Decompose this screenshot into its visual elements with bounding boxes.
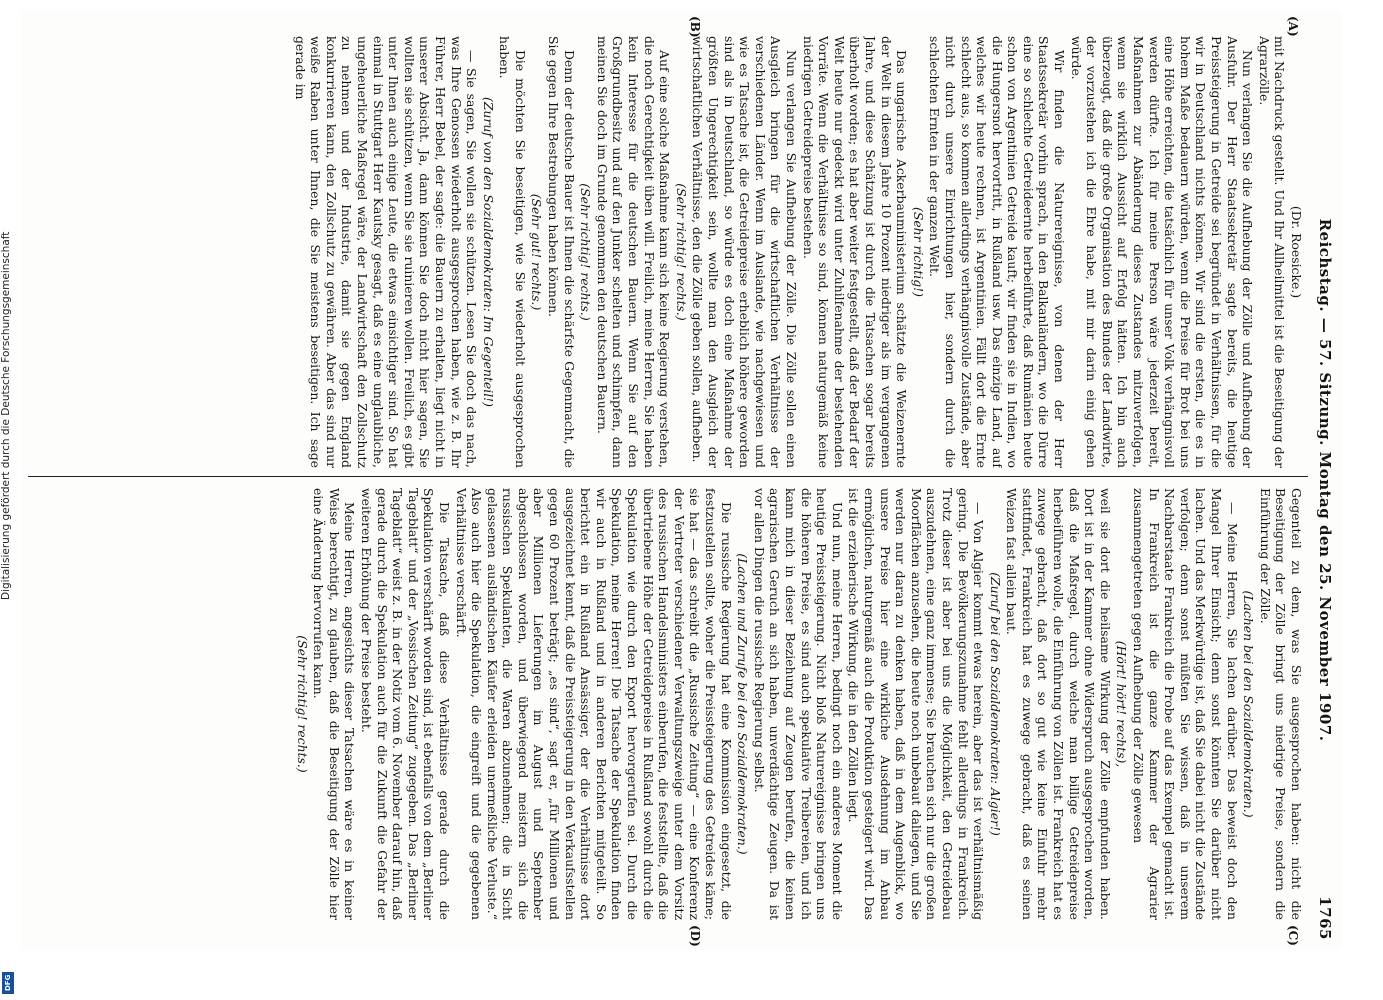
- right-text-column: [28, 488, 1304, 920]
- speaker-name: (Dr. Roesicke.): [1289, 205, 1304, 299]
- paragraph: weil sie dort die heilsame Wirkung der Zölle empfunden haben. Dort ist in der Kammer ohne Widerspruch ausgesprochen worden, daß die Maßregel, durch welche man billige Getreidepreise herbeiführen wolle, die Einführung von Zöllen ist. Frankreich hat es zuwege gebracht, daß dort so gut wie keine Einfuhr mehr stattfindet, Frankreich hat es zuwege gebracht, daß es seinen Weizen fast allein baut.: [1004, 488, 1113, 920]
- interjection: (Sehr richtig! rechts.): [673, 183, 689, 321]
- paragraph: Meine Herren, angesichts dieser Tatsachen wäre es in keiner Weise berechtigt, zu glauben, daß die Beseitigung der Zölle hier eine Änderung hervorrufen kann.: [311, 488, 358, 920]
- interjection: (Sehr richtig!): [910, 207, 926, 297]
- margin-marker-a: (A): [1286, 16, 1300, 37]
- paragraph: — Sie sagen, Sie wollen sie schützen. Lesen Sie doch das nach, was Ihre Genossen wiederholt ausgesprochen haben, wie z. B. Ihr Führer, Herr Bebel, der sagte: die Bauern zu erhalten, liegt nicht in unserer Absicht. Ja, dann können Sie doch nicht hier sagen, Sie wollten sie schützen, wenn Sie sie ruinieren wollen. Freilich, es gibt unter Ihnen auch einige Leute, die etwas einsichtiger sind. So hat einmal in Stuttgart Herr Kautsky gesagt, daß es eine unglaubliche, ungeheuerliche Maßregel wäre, der Landwirtschaft den Zollschutz zu nehmen und der Industrie, damit sie gegen England konkurrieren kann, den Zollschutz zu gewähren. Aber das sind nur weiße Raben unter Ihnen, die Sie meistens beseitigen. Ich sage gerade im: [292, 36, 480, 468]
- interjection: (Sehr richtig! rechts.): [294, 635, 310, 773]
- paragraph: — Meine Herren, Sie lachen darüber. Das beweist doch den Mangel Ihrer Einsicht; denn sonst könnten Sie darüber nicht lachen. Und das Merkwürdige ist, daß Sie dabei nicht die Zustände verfolgen; denn sonst müßten Sie wissen, daß in unserem Nachbarstaate Frankreich die Probe auf das Exempel gemacht ist. In Frankreich ist die ganze Kammer der Agrarier zusammengetreten gegen Aufhebung der Zölle gewesen: [1131, 488, 1240, 920]
- page-header: [1312, 20, 1334, 940]
- interjection: (Lachen und Zurufe bei den Sozialdemokraten.): [735, 553, 751, 855]
- left-text-column: [28, 36, 1304, 468]
- document-page: [22, 10, 1342, 950]
- interjection: (Sehr gut! rechts.): [529, 193, 545, 311]
- dfg-logo: DFG: [2, 972, 14, 994]
- page-title: Reichstag. — 57. Sitzung. Montag den 25. November 1907.: [1316, 218, 1334, 742]
- paragraph: Gegenteil zu dem, was Sie ausgesprochen haben: nicht die Beseitigung der Zölle bringt uns niedrige Preise, sondern die Einführung der Zölle.: [1257, 488, 1304, 920]
- digitization-credit: Digitalisierung gefördert durch die Deutsche Forschungsgemeinschaft: [0, 231, 12, 600]
- margin-marker-d: (D): [688, 925, 702, 947]
- paragraph: Wir finden die Naturereignisse, von denen der Herr Staatssekretär vorhin sprach, in den Balkanländern, wo die Dürre eine so schlechte Getreideernte herbeiführte, daß Rumänien heute schon von Argentinien Getreide kauft; wir finden sie in Indien, wo die Hungersnot hervortritt, in Rußland usw. Das einzige Land, auf welches wir heute rechnen, ist Argentinien. Fällt dort die Ernte schlecht aus, so kommen allerdings verhängnisvolle Zustände, aber nicht durch unsere Einrichtungen hier, sondern durch die schlechten Ernten in der ganzen Welt.: [927, 36, 1068, 468]
- paragraph: Nun verlangen Sie Aufhebung der Zölle. Die Zölle sollen einen Ausgleich bringen für die wirtschaftlichen Verhältnisse der verschiedenen Länder. Wenn im Auslande, wie nachgewiesen und wie es Tatsache ist, die Getreidepreise erheblich höhere geworden sind als in Deutschland, so würde es doch eine Maßnahme der größten Ungerechtigkeit sein, wollte man den Ausgleich der wirtschaftlichen Verhältnisse, den die Zölle geben sollen, aufheben.: [690, 36, 799, 468]
- paragraph: — Von Algier kommt etwas herein, aber das ist verhältnismäßig gering. Die Bevölkerungszunahme fehlt allerdings in Frankreich. Trotz dieser ist aber bei uns die Möglichkeit, den Getreidebau auszudehnen, eine ganz immense; Sie brauchen sich nur die großen Moorflächen anzusehen, die heute noch unbebaut daliegen, und Sie werden nur daran zu denken haben, daß in dem Augenblick, wo unsere Preise hier eine wirkliche Ausdehnung im Anbau ermöglichen, naturgemäß auch die Produktion gesteigert wird. Das ist die erzieherische Wirkung, die in den Zöllen liegt.: [846, 488, 987, 920]
- paragraph: Nun verlangen Sie die Aufhebung der Zölle und Aufhebung der Ausfuhr. Der Herr Staatssekretär sagte bereits, die heutige Preissteigerung in Getreide sei begründet in Verhältnissen, für die wir in Deutschland nichts können. Wir sind die ersten, die es in hohem Maße bedauern würden, wenn die Preise für Brot bei uns eine Höhe erreichten, die tatsächlich für unser Volk verhängnisvoll werden dürfte. Ich für meine Person wäre jederzeit bereit, Maßnahmen zur Abänderung dieses Zustandes mitzuverfolgen, wenn sie wirklich Aussicht auf Erfolg hätten. Ich bin auch überzeugt, daß die große Organisation des Bundes der Landwirte, der vorzustehen ich die Ehre habe, mit mir darin einig gehen würde.: [1068, 36, 1256, 468]
- interjection: (Lachen bei den Sozialdemokraten.): [1241, 590, 1257, 818]
- paragraph: Die Tatsache, daß diese Verhältnisse gerade durch die Spekulation verschärft worden sind, ist ebenfalls von dem „Berliner Tageblatt“ und der „Vossischen Zeitung“ zugegeben. Das „Berliner Tageblatt“ weist z. B. in der Notiz vom 6. November darauf hin, daß gerade durch die Spekulation auch für die Zukunft die Gefahr der weiteren Erhöhung der Preise besteht.: [358, 488, 452, 920]
- paragraph: Die möchten Sie beseitigen, wie Sie wiederholt ausgesprochen haben.: [497, 36, 528, 468]
- paragraph: Denn der deutsche Bauer ist Ihnen die schärfste Gegenmacht, die Sie gegen Ihre Bestrebungen haben können.: [546, 36, 577, 468]
- margin-marker-b: (B): [688, 16, 702, 38]
- paragraph: Das ungarische Ackerbauministerium schätzte die Weizenernte der Welt in diesem Jahre 10 Prozent niedriger als im vergangenen Jahre, und diese Schätzung ist durch die Tatsachen sogar bereits überholt worden; es hat aber weiter festgestellt, daß der Bedarf der Welt heute nur gedeckt wird unter Zuhilfenahme der bestehenden Vorräte. Wenn die Verhältnisse so sind, können naturgemäß keine niedrigen Getreidepreise bestehen.: [800, 36, 910, 468]
- interjection: (Zuruf bei den Sozialdemokraten: Algier!): [987, 572, 1003, 836]
- paragraph: Auf eine solche Maßnahme kann sich keine Regierung verstehen, die noch Gerechtigkeit üben will. Freilich, meine Herren, Sie haben kein Interesse für die deutschen Bauern. Wenn Sie auf den Großgrundbesitz und auf den Junker schelten und schimpfen, dann meinen Sie doch im Grunde genommen den deutschen Bauern.: [594, 36, 673, 468]
- interjection: (Hört! hört! rechts),: [1114, 640, 1130, 768]
- column-divider: [28, 476, 1308, 477]
- paragraph: Und nun, meine Herren, bedingt noch ein anderes Moment die heutige Preissteigerung. Nicht bloß Naturereignisse bringen uns die höheren Preise, es sind auch spekulative Treibereien, und ich kann mich in dieser Beziehung auf Zeugen berufen, die keinen agrarischen Geruch an sich haben, unverdächtige Zeugen. Da ist vor allen Dingen die russische Regierung selbst.: [751, 488, 845, 920]
- paragraph: mit Nachdruck gestellt. Und Ihr Allheilmittel ist die Beseitigung der Agrarzölle.: [1256, 36, 1288, 468]
- page-number: 1765: [1316, 896, 1334, 940]
- margin-marker-c: (C): [1286, 925, 1300, 946]
- interjection: (Sehr richtig! rechts.): [578, 183, 594, 321]
- interjection: (Zuruf von den Sozialdemokraten: Im Gegenteil!): [480, 96, 496, 407]
- paragraph: Die russische Regierung hat eine Kommission eingesetzt, die festzustellen sollte, woher die Preissteigerung des Getreides käme; sie hat — das schreibt die „Russische Zeitung“ — eine Konferenz der Vertreter verschiedener Verwaltungszweige unter dem Vorsitz des russischen Handelsministers einberufen, die feststellte, daß die übertriebene Höhe der Getreidepreise in Rußland sowohl durch die Spekulation wie durch den Export hervorgerufen sei. Durch die Spekulation, meine Herren! Die Tatsache der Spekulation finden wir auch in Rußland und in anderen Berichten mitgeteilt. So berichtet ein in Rußland Ansässiger, der die Verhältnisse dort ausgezeichnet kennt, daß die Preissteigerung in den Verkaufsstellen gegen 60 Prozent beträgt; „es sind“, sagt er, „für Millionen und aber Millionen Lieferungen im August und September abgeschlossen worden, und überwiegend meistern sich die russischen Spekulanten, die Waren abzunehmen; die in Sicht gelassenen ausländischen Käufer erleiden unermeßliche Verluste.“ Also auch hier die Spekulation, die eingreift und die gegebenen Verhältnisse verschärft.: [453, 488, 734, 920]
